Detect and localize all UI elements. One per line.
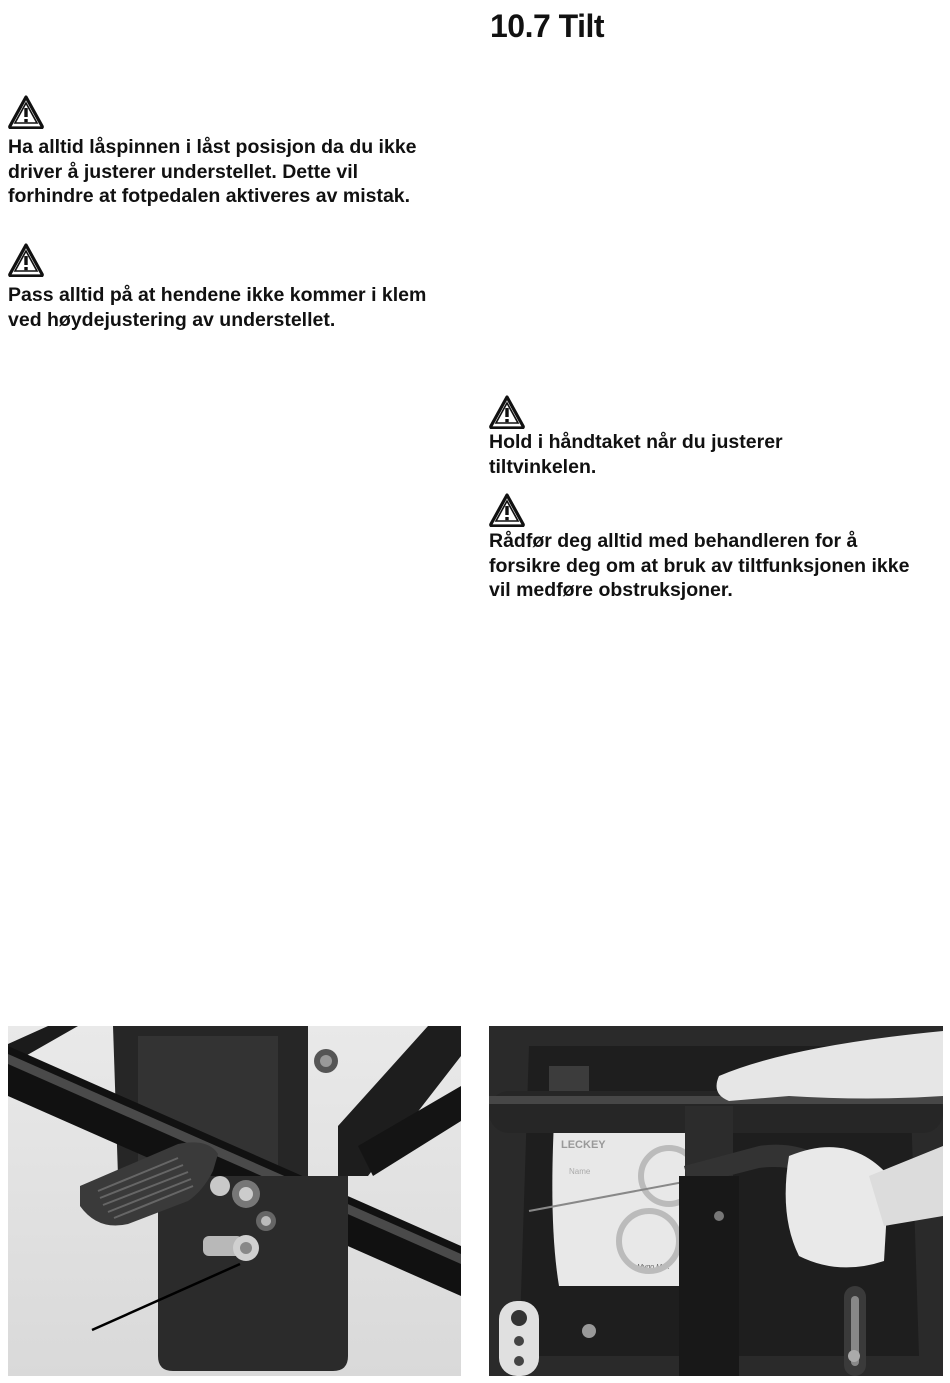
warning-triangle-icon <box>8 243 44 277</box>
warning-text-3: Hold i håndtaket når du justerer tiltvinkelen. <box>489 431 783 478</box>
label-brand: LECKEY <box>561 1139 606 1151</box>
label-name-field: Name <box>569 1167 591 1176</box>
warning-triangle-icon <box>489 395 525 429</box>
warning-triangle-icon <box>489 493 525 527</box>
warning-text-4: Rådfør deg alltid med behandleren for å forsikre deg om at bruk av tiltfunksjonen ikke vil medføre obstruksjoner. <box>489 530 910 601</box>
warning-block-3 <box>489 395 525 434</box>
warning-block-2 <box>8 243 44 282</box>
warning-triangle-icon <box>8 95 44 129</box>
warning-text-1: Ha alltid låspinnen i låst posisjon da du ikke driver å justerer understellet. Dette vil forhindre at fotpedalen aktiveres av mistak. <box>8 136 417 207</box>
warning-block-1 <box>8 95 44 134</box>
warning-block-4 <box>489 493 525 532</box>
photo-tilt-handle <box>489 1026 943 1376</box>
section-title: 10.7 Tilt <box>490 8 605 44</box>
label-product: Mygo Max <box>637 1264 670 1271</box>
photo-foot-pedal-lock-pin <box>8 1026 461 1376</box>
warning-text-2: Pass alltid på at hendene ikke kommer i klem ved høydejustering av understellet. <box>8 284 427 331</box>
